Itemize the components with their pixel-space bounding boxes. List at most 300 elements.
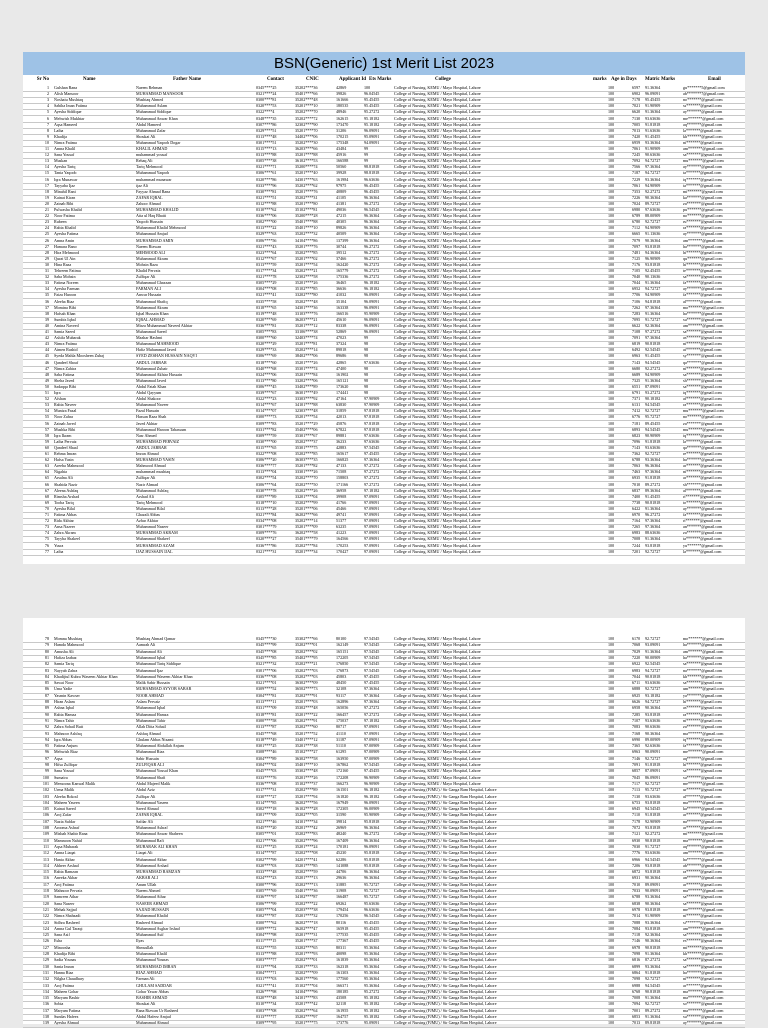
ets-marks-cell: 96.18182 — [364, 280, 380, 286]
college-cell: College of Nursing, KEMU / Mayo Hospital, Lahore — [394, 225, 481, 231]
marks-cell: 100 — [608, 158, 615, 164]
cnic-cell: 35202****89 — [295, 787, 318, 793]
name-cell: Samreen Athar — [54, 894, 79, 900]
ets-marks-cell: 97.09091 — [364, 730, 380, 736]
contact-cell: 0321****24 — [256, 91, 277, 97]
name-cell: Tania Yaqoob — [54, 170, 77, 176]
ets-marks-cell: 96.36364 — [364, 225, 380, 231]
cnic-cell: 35201****76 — [295, 243, 318, 249]
applicant-id-cell: 39826 — [336, 91, 347, 97]
age-days-cell: 7226 — [632, 194, 641, 200]
college-cell: College of Nursing, KEMU / Mayo Hospital, Lahore — [394, 408, 481, 414]
name-cell: Aleeha Bokral — [54, 793, 78, 799]
email-cell: ar*******@gmail.com — [683, 825, 722, 830]
matric-marks-cell: 94.54545 — [645, 359, 661, 365]
sr-no-cell: 15 — [44, 170, 49, 176]
cnic-cell: 36102****53 — [295, 158, 318, 164]
contact-cell: 0320****86 — [256, 176, 277, 182]
matric-marks-cell: 94.54545 — [645, 982, 661, 988]
contact-cell: 0336****77 — [256, 463, 277, 469]
marks-cell: 100 — [608, 536, 615, 542]
applicant-id-cell: 166825 — [336, 457, 349, 463]
matric-marks-cell: 89.36364 — [645, 487, 661, 493]
father-name-cell: Tariq Mehmood — [136, 164, 163, 170]
sr-no-cell: 117 — [43, 881, 49, 887]
applicant-id-cell: 44706 — [336, 869, 347, 875]
name-cell: Zahra Akram — [54, 530, 76, 536]
marks-cell: 100 — [608, 164, 615, 170]
applicant-id-cell: 45230 — [336, 850, 347, 856]
matric-marks-cell: 97.36364 — [645, 335, 661, 341]
sr-no-cell: 2 — [46, 91, 49, 97]
father-name-cell: Muhammad Amjad — [136, 231, 168, 237]
father-name-cell: Muhammad Iqbal — [136, 654, 166, 660]
college-cell: College of Nursing, KEMU / Mayo Hospital, Lahore — [394, 481, 481, 487]
ets-marks-cell: 95.27272 — [364, 109, 380, 115]
college-cell: College of Nursing, KEMU / Mayo Hospital, Lahore — [394, 91, 481, 97]
college-cell: College of Nursing (FJMU) / Sir Ganga Ram Hospital, Lahore — [394, 831, 497, 837]
age-days-cell: 6988 — [632, 982, 641, 988]
college-cell: College of Nursing (FJMU) / Sir Ganga Ram Hospital, Lahore — [394, 1020, 497, 1026]
college-cell: College of Nursing, KEMU / Mayo Hospital, Lahore — [394, 158, 481, 164]
ets-marks-cell: 97.00909 — [364, 743, 380, 749]
college-cell: College of Nursing, KEMU / Mayo Hospital, Lahore — [394, 499, 481, 505]
sr-no-cell: 30 — [44, 261, 49, 267]
ets-marks-cell: 97.54545 — [364, 636, 380, 641]
father-name-cell: Farman Ali — [136, 976, 155, 982]
age-days-cell: 6788 — [632, 894, 641, 900]
father-name-cell: KHALIL AHMAD — [136, 146, 168, 151]
marks-cell: 100 — [608, 774, 615, 780]
college-cell: College of Nursing, KEMU / Mayo Hospital, Lahore — [394, 322, 481, 328]
applicant-id-cell: 161303 — [336, 969, 349, 975]
college-cell: College of Nursing, KEMU / Mayo Hospital, Lahore — [394, 432, 481, 438]
age-days-cell: 6626 — [632, 699, 641, 704]
age-days-cell: 7463 — [632, 469, 641, 475]
email-cell: sa*******@gmail.com — [683, 680, 722, 686]
cnic-cell: 32403****74 — [295, 335, 318, 341]
cnic-cell: 35201****94 — [295, 793, 318, 799]
cnic-cell: 36302****09 — [295, 680, 318, 686]
applicant-id-cell: 173776 — [336, 1020, 349, 1026]
age-days-cell: 7097 — [632, 243, 641, 249]
marks-cell: 100 — [608, 194, 615, 200]
matric-marks-cell: 96.09091 — [645, 91, 661, 97]
contact-cell: 0318****65 — [256, 304, 277, 310]
email-cell: su*******@gmail.com — [683, 316, 723, 322]
name-cell: Mamnoon Nahid — [54, 837, 82, 843]
cnic-cell: 35202****03 — [295, 667, 318, 673]
age-days-cell: 7094 — [632, 1001, 641, 1007]
ets-marks-cell: 95.18182 — [364, 1001, 380, 1007]
age-days-cell: 6857 — [632, 768, 641, 774]
name-cell: Fatima Noreen — [54, 280, 79, 286]
name-cell: Muskan — [54, 158, 68, 164]
marks-cell: 100 — [608, 862, 615, 868]
sr-no-cell: 124 — [42, 925, 49, 931]
ets-marks-cell: 95.09091 — [364, 1020, 380, 1026]
father-name-cell: Muhammad Anwar Khan — [136, 115, 178, 121]
name-cell: Tehreem Fatima — [54, 268, 81, 273]
matric-marks-cell: 94.54545 — [645, 426, 661, 432]
age-days-cell: 6837 — [632, 487, 641, 493]
age-days-cell: 7098 — [632, 951, 641, 956]
father-name-cell: Muhammad Ali — [136, 648, 162, 654]
ets-marks-cell: 97.09091 — [364, 499, 380, 505]
sr-no-cell: 113 — [43, 856, 49, 862]
ets-marks-cell: 96.04545 — [364, 91, 380, 97]
cnic-cell: 33202****65 — [295, 944, 318, 950]
ets-marks-cell: 97.90909 — [364, 396, 380, 402]
sr-no-cell: 104 — [42, 799, 49, 805]
father-name-cell: Allah Ditta Sohail — [136, 724, 166, 730]
matric-marks-cell: 91.36364 — [645, 109, 661, 115]
cnic-cell: 36203****66 — [295, 146, 318, 151]
name-cell: Uma Yadie — [54, 686, 73, 692]
matric-marks-cell: 92.54545 — [645, 661, 661, 667]
col-header-cnic: CNIC — [306, 77, 319, 82]
contact-cell: 0304****81 — [256, 692, 277, 698]
father-name-cell: Sabir Hussain — [136, 755, 159, 761]
age-days-cell: 7044 — [632, 280, 641, 286]
sr-no-cell: 105 — [42, 806, 49, 812]
cnic-cell: 35201****88 — [295, 152, 318, 158]
col-header-contact: Contact — [267, 77, 284, 82]
matric-marks-cell: 93.81818 — [645, 825, 661, 830]
marks-cell: 100 — [608, 818, 615, 824]
email-cell: qu*******@gmail.com — [683, 255, 723, 261]
father-name-cell: Aslam Pervaiz — [136, 699, 160, 704]
contact-cell: 0314****87 — [256, 850, 277, 856]
ets-marks-cell: 97.54545 — [364, 654, 380, 660]
email-cell: as*******@gmail.com — [683, 335, 722, 341]
father-name-cell: Javed Akhtar — [136, 420, 158, 426]
email-cell: ha*******@gmail.com — [683, 310, 723, 316]
email-cell: af*******@gmail.com — [683, 396, 722, 402]
applicant-id-cell: 141088 — [336, 862, 349, 868]
applicant-id-cell: 93117 — [336, 692, 347, 698]
email-cell: no*******@gmail.com — [683, 414, 723, 420]
marks-cell: 100 — [608, 913, 615, 919]
marks-cell: 100 — [608, 648, 615, 654]
email-cell: sa*******@gmail.com — [683, 768, 722, 774]
col-header-father: Father Name — [173, 77, 202, 82]
college-cell: College of Nursing, KEMU / Mayo Hospital, Lahore — [394, 146, 481, 151]
college-cell: College of Nursing, KEMU / Mayo Hospital, Lahore — [394, 642, 481, 648]
age-days-cell: 7024 — [632, 200, 641, 206]
contact-cell: 0313****28 — [256, 505, 277, 511]
name-cell: Sundas Hafeez — [54, 1014, 79, 1019]
age-days-cell: 7776 — [632, 850, 641, 856]
college-cell: College of Nursing (FJMU) / Sir Ganga Ram Hospital, Lahore — [394, 793, 497, 799]
marks-cell: 100 — [608, 843, 615, 849]
contact-cell: 0321****06 — [256, 837, 277, 843]
sr-no-cell: 35 — [44, 292, 49, 298]
age-days-cell: 6945 — [632, 806, 641, 812]
father-name-cell: ABDUL JABBAR — [136, 444, 167, 450]
sr-no-cell: 114 — [43, 862, 49, 868]
father-name-cell: Tariq Mehmood — [136, 499, 163, 505]
father-name-cell: Muhammad Abdullah Anjum — [136, 743, 184, 749]
email-cell: fa*******@gmail.com — [683, 292, 722, 298]
applicant-id-cell: 36636 — [336, 286, 347, 292]
sr-no-cell: 84 — [44, 673, 49, 679]
applicant-id-cell: 165151 — [336, 648, 349, 654]
email-cell: gu*******5@gmail.com — [683, 85, 725, 90]
father-name-cell: Zulfiqar Ali — [136, 274, 156, 280]
applicant-id-cell: 170215 — [336, 133, 349, 139]
applicant-id-cell: 47133 — [336, 463, 347, 469]
college-cell: College of Nursing (FJMU) / Sir Ganga Ram Hospital, Lahore — [394, 1014, 497, 1019]
contact-cell: 0333****96 — [256, 182, 277, 188]
name-cell: Aneeka Akbar — [54, 875, 78, 881]
college-cell: College of Nursing, KEMU / Mayo Hospital, Lahore — [394, 383, 481, 389]
father-name-cell: Muhammad Rafi — [136, 837, 164, 843]
cnic-cell: 36302****58 — [295, 755, 318, 761]
sr-no-cell: 41 — [44, 329, 49, 334]
age-days-cell: 7092 — [632, 158, 641, 164]
name-cell: Rehma Imran — [54, 451, 77, 456]
cnic-cell: 35201****75 — [295, 1020, 318, 1026]
father-name-cell: Muhammad Ghazzan — [136, 280, 172, 286]
email-cell: ha*******@gmail.com — [683, 969, 723, 975]
sr-no-cell: 71 — [44, 512, 49, 517]
cnic-cell: 35202****48 — [295, 298, 318, 304]
name-cell: Momina Bibi — [54, 304, 76, 310]
contact-cell: 0313****80 — [256, 377, 277, 383]
age-days-cell: 6966 — [632, 856, 641, 862]
contact-cell: 0336****97 — [256, 894, 277, 900]
college-cell: College of Nursing, KEMU / Mayo Hospital, Lahore — [394, 280, 481, 286]
applicant-id-cell: 165617 — [336, 451, 349, 456]
name-cell: Nimra Fatima — [54, 139, 77, 145]
sr-no-cell: 86 — [44, 686, 49, 692]
sr-no-cell: 70 — [44, 505, 49, 511]
col-header-age: Age in Days — [611, 77, 637, 82]
marks-cell: 100 — [608, 686, 615, 692]
name-cell: Maheen Yaseen — [54, 799, 80, 805]
father-name-cell: Muhammad Akbar — [136, 856, 167, 862]
sr-no-cell: 110 — [43, 837, 49, 843]
college-cell: College of Nursing, KEMU / Mayo Hospital, Lahore — [394, 152, 481, 158]
father-name-cell: Malik Sabir Hussain — [136, 680, 170, 686]
age-days-cell: 6853 — [632, 1014, 641, 1019]
college-cell: College of Nursing, KEMU / Mayo Hospital, Lahore — [394, 736, 481, 742]
applicant-id-cell: 161501 — [336, 787, 349, 793]
father-name-cell: ABDUL JABBAR — [136, 359, 167, 365]
sr-no-cell: 32 — [44, 274, 49, 280]
age-days-cell: 6492 — [632, 347, 641, 353]
sr-no-cell: 66 — [44, 481, 49, 487]
marks-cell: 100 — [608, 919, 615, 925]
ets-marks-cell: 98.81818 — [364, 170, 380, 176]
contact-cell: 0303****08 — [256, 1007, 277, 1013]
matric-marks-cell: 90.81818 — [645, 673, 661, 679]
father-name-cell: Mushtaq Ahmad Qamar — [136, 636, 176, 641]
marks-cell: 100 — [608, 133, 615, 139]
father-name-cell: Muhammad Tahir — [136, 717, 166, 723]
contact-cell: 0313****88 — [256, 152, 277, 158]
cnic-cell: 35201****82 — [295, 463, 318, 469]
father-name-cell: Hassan Raza Shah — [136, 414, 167, 420]
cnic-cell: 35202****21 — [295, 268, 318, 273]
matric-marks-cell: 95.72727 — [645, 414, 661, 420]
contact-cell: 0305****83 — [256, 329, 277, 334]
college-cell: College of Nursing, KEMU / Mayo Hospital, Lahore — [394, 85, 481, 90]
age-days-cell: 6823 — [632, 432, 641, 438]
father-name-cell: Ashfaq Ahmad — [136, 730, 161, 736]
sr-no-cell: 56 — [44, 420, 49, 426]
college-cell: College of Nursing (FJMU) / Sir Ganga Ram Hospital, Lahore — [394, 919, 497, 925]
sr-no-cell: 92 — [44, 724, 49, 730]
email-cell: iq*******@gmail.com — [683, 176, 722, 182]
applicant-id-cell: 41032 — [336, 292, 347, 298]
age-days-cell: 7118 — [632, 932, 641, 938]
name-cell: Qurat Ul Ain — [54, 255, 76, 261]
marks-cell: 100 — [608, 906, 615, 912]
contact-cell: 0329****51 — [256, 127, 277, 133]
contact-cell: 0304****02 — [256, 762, 277, 767]
matric-marks-cell: 90.81818 — [645, 499, 661, 505]
cnic-cell: 35202****60 — [295, 724, 318, 730]
college-cell: College of Nursing, KEMU / Mayo Hospital, Lahore — [394, 341, 481, 347]
email-cell: ru*******@gmail.com — [683, 219, 722, 225]
sr-no-cell: 73 — [44, 524, 49, 530]
contact-cell: 0309****95 — [256, 1020, 277, 1026]
sr-no-cell: 74 — [44, 530, 49, 536]
name-cell: Mahnoor Ashfaq — [54, 730, 82, 736]
sr-no-cell: 44 — [44, 347, 49, 353]
age-days-cell: 6711 — [632, 680, 641, 686]
sr-no-cell: 128 — [42, 951, 49, 956]
matric-marks-cell: 90.36364 — [645, 730, 661, 736]
matric-marks-cell: 93.36364 — [645, 457, 661, 463]
email-cell: ss*******@gmail.com — [683, 103, 722, 109]
marks-cell: 100 — [608, 280, 615, 286]
marks-cell: 100 — [608, 636, 615, 641]
marks-cell: 100 — [608, 383, 615, 389]
marks-cell: 100 — [608, 667, 615, 673]
matric-marks-cell: 90.36364 — [645, 900, 661, 906]
college-cell: College of Nursing (FJMU) / Sir Ganga Ram Hospital, Lahore — [394, 938, 497, 944]
matric-marks-cell: 94.54545 — [645, 806, 661, 812]
age-days-cell: 7420 — [632, 133, 641, 139]
name-cell: Nilgha Chaudhary — [54, 976, 85, 982]
college-cell: College of Nursing, KEMU / Mayo Hospital, Lahore — [394, 164, 481, 170]
applicant-id-cell: 49036 — [336, 207, 347, 212]
cnic-cell: 35202****14 — [295, 347, 318, 353]
matric-marks-cell: 91.36364 — [645, 536, 661, 542]
sr-no-cell: 16 — [44, 176, 49, 182]
cnic-cell: 35401****10 — [295, 762, 318, 767]
email-cell: ta*******@gmail.com — [683, 170, 722, 176]
marks-cell: 100 — [608, 881, 615, 887]
email-cell: aq*******@gmail.com — [683, 755, 723, 761]
ets-marks-cell: 96.27272 — [364, 243, 380, 249]
name-cell: Khadijtul Kubra Waseem Akhtar Khan — [54, 673, 118, 679]
email-cell: ri*******@gmail.com — [683, 493, 721, 499]
sr-no-cell: 3 — [46, 97, 49, 103]
sr-no-cell: 23 — [44, 219, 49, 225]
name-cell: Noor Zahra — [54, 414, 73, 420]
marks-cell: 100 — [608, 396, 615, 402]
matric-marks-cell: 93.09091 — [645, 642, 661, 648]
email-cell: kh*******@gmail.com — [683, 951, 723, 956]
sr-no-cell: 62 — [44, 457, 49, 463]
matric-marks-cell: 91.81818 — [645, 812, 661, 818]
cnic-cell: 35201****02 — [295, 255, 318, 261]
contact-cell: 0301****09 — [256, 812, 277, 818]
contact-cell: 0345****68 — [256, 730, 277, 736]
contact-cell: 0330****81 — [256, 188, 277, 194]
cnic-cell: 35201****09 — [295, 524, 318, 530]
sr-no-cell: 53 — [44, 402, 49, 408]
ets-marks-cell: 97.45455 — [364, 680, 380, 686]
college-cell: College of Nursing, KEMU / Mayo Hospital, Lahore — [394, 463, 481, 469]
marks-cell: 100 — [608, 335, 615, 341]
ets-marks-cell: 97.81818 — [364, 420, 380, 426]
contact-cell: 0345****03 — [256, 768, 277, 774]
email-cell: am*******@gmail.com — [683, 925, 724, 931]
ets-marks-cell: 97.36364 — [364, 457, 380, 463]
ets-marks-cell: 96.09091 — [364, 329, 380, 334]
college-cell: College of Nursing, KEMU / Mayo Hospital, Lahore — [394, 457, 481, 463]
marks-cell: 100 — [608, 359, 615, 365]
college-cell: College of Nursing (FJMU) / Sir Ganga Ram Hospital, Lahore — [394, 900, 497, 906]
name-cell: Memoona Kanwal Malik — [54, 780, 96, 786]
applicant-id-cell: 47164 — [336, 396, 347, 402]
applicant-id-cell: 40098 — [336, 951, 347, 956]
sr-no-cell: 51 — [44, 390, 49, 395]
email-cell: me*******@gmail.com — [683, 749, 724, 755]
name-cell: Sana Yousaf — [54, 768, 75, 774]
email-cell: hi*******@gmail.com — [683, 762, 722, 767]
cnic-cell: 35200****28 — [295, 213, 318, 219]
cnic-cell: 35302****66 — [295, 636, 318, 641]
name-cell: Afshan — [54, 396, 66, 402]
ets-marks-cell: 97.09091 — [364, 542, 380, 548]
college-cell: College of Nursing, KEMU / Mayo Hospital, Lahore — [394, 711, 481, 717]
name-cell: Aroj Fatima — [54, 982, 74, 988]
cnic-cell: 35202****96 — [295, 837, 318, 843]
father-name-cell: Fayyaz Ahmad Rana — [136, 188, 171, 194]
contact-cell: 0329****63 — [256, 231, 277, 237]
age-days-cell: 7084 — [632, 925, 641, 931]
matric-marks-cell: 93.63636 — [645, 850, 661, 856]
age-days-cell: 7091 — [632, 762, 641, 767]
name-cell: Ayesha Farman — [54, 286, 80, 292]
ets-marks-cell: 95.36364 — [364, 963, 380, 969]
applicant-id-cell: 162420 — [336, 261, 349, 267]
cnic-cell: 33201****04 — [295, 493, 318, 499]
name-cell: Aqsa Mubarak — [54, 843, 79, 849]
contact-cell: 0300****58 — [256, 717, 277, 723]
age-days-cell: 7176 — [632, 261, 641, 267]
applicant-id-cell: 97975 — [336, 182, 347, 188]
ets-marks-cell: 95.36364 — [364, 944, 380, 950]
age-days-cell: 7029 — [632, 648, 641, 654]
applicant-id-cell: 37324 — [336, 341, 347, 347]
cnic-cell: 35202****32 — [295, 231, 318, 237]
matric-marks-cell: 89.09091 — [645, 881, 661, 887]
contact-cell: 0335****58 — [256, 298, 277, 304]
matric-marks-cell: 87.09091 — [645, 768, 661, 774]
name-cell: Rida Akhtar — [54, 518, 74, 524]
ets-marks-cell: 98 — [364, 383, 369, 389]
ets-marks-cell: 97.09091 — [364, 530, 380, 536]
matric-marks-cell: 93.81818 — [645, 799, 661, 805]
matric-marks-cell: 94.90909 — [645, 371, 661, 377]
